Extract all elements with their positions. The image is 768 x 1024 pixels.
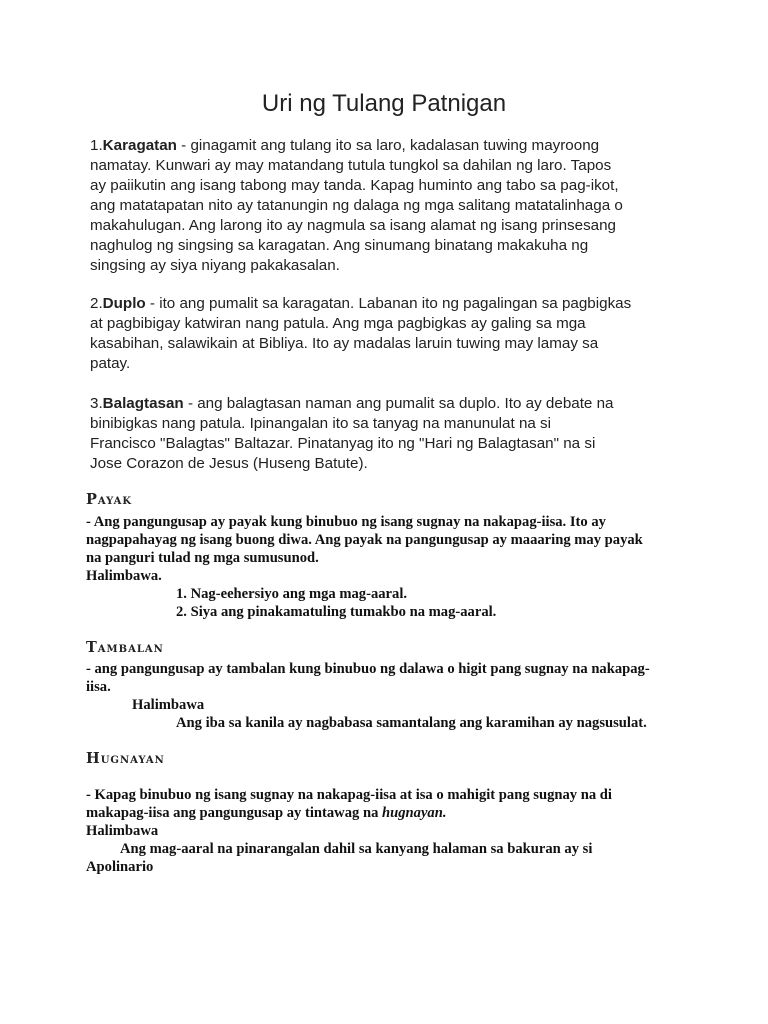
page-title: Uri ng Tulang Patnigan [261,90,507,117]
karagatan-paragraph [90,136,650,276]
payak-example-label: Halimbawa. [86,568,162,584]
karagatan-number: 1. [90,137,103,154]
duplo-line-2: kasabihan, salawikain at Bibliya. Ito ay madalas laruin tuwing may lamay sa [90,335,599,352]
payak-line-2: na panguri tulad ng mga sumusunod. [86,550,319,566]
balagtasan-line-0: 3.Balagtasan - ang balagtasan naman ang pumalit sa duplo. Ito ay debate na [90,395,614,412]
tambalan-body [86,660,686,732]
balagtasan-line-1: binibigkas nang patula. Ipinangalan ito sa tanyag na manunulat na si [90,415,552,432]
karagatan-line-5: naghulog ng singsing sa karagatan. Ang sinumang binatang makakuha ng [90,237,589,254]
hugnayan-line-1: makapag-iisa ang pangungusap ay tintawag na hugnayan. [86,805,447,821]
karagatan-line-3: ang matatapatan nito ay tatanungin ng dalaga ng mga salitang matatalinhaga o [90,197,623,214]
payak-line-1: nagpapahayag ng isang buong diwa. Ang payak na pangungusap ay maaaring may payak [86,532,643,548]
tambalan-example: Ang iba sa kanila ay nagbabasa samantalang ang karamihan ay nagsusulat. [176,715,647,731]
payak-line-0: - Ang pangungusap ay payak kung binubuo ng isang sugnay na nakapag-iisa. Ito ay [86,514,606,530]
karagatan-line-1: namatay. Kunwari ay may matandang tutula tungkol sa dahilan ng laro. Tapos [90,157,612,174]
duplo-line-1: at pagbibigay katwiran nang patula. Ang mga pagbigkas ay galing sa mga [90,315,586,332]
karagatan-line-2: ay paiikutin ang isang tabong may tanda. Kapag huminto ang tabo sa pag-ikot, [90,177,619,194]
tambalan-line-0: - ang pangungusap ay tambalan kung binubuo ng dalawa o higit pang sugnay na nakapag- [86,661,650,677]
karagatan-line-6: singsing ay siya niyang pakakasalan. [90,257,340,274]
tambalan-example-label: Halimbawa [132,697,205,713]
hugnayan-example-line-0: Ang mag-aaral na pinarangalan dahil sa kanyang halaman sa bakuran ay si [120,841,593,857]
hugnayan-line-0: - Kapag binubuo ng isang sugnay na nakapag-iisa at isa o mahigit pang sugnay na di [86,787,612,803]
karagatan-line-4: makahulugan. Ang larong ito ay nagmula sa isang alamat ng isang prinsesang [90,217,616,234]
hugnayan-body [86,786,686,876]
duplo-number: 2. [90,295,103,312]
payak-example-1: 1. Nag-eehersiyo ang mga mag-aaral. [176,586,408,602]
balagtasan-number: 3. [90,395,103,412]
hugnayan-example-label: Halimbawa [86,823,159,839]
duplo-term: Duplo [102,295,146,312]
payak-example-2: 2. Siya ang pinakamatuling tumakbo na mag-aaral. [176,604,497,620]
balagtasan-paragraph [90,394,650,474]
balagtasan-term: Balagtasan [102,395,184,412]
tambalan-heading: Tambalan [86,639,164,656]
balagtasan-line-2: Francisco "Balagtas" Baltazar. Pinatanyag ito ng "Hari ng Balagtasan" na si [90,435,596,452]
duplo-line-0: 2.Duplo - ito ang pumalit sa karagatan. Labanan ito ng pagalingan sa pagbigkas [90,295,632,312]
hugnayan-heading: Hugnayan [86,750,165,767]
duplo-paragraph [90,294,650,374]
hugnayan-example-line-1: Apolinario [86,859,154,875]
payak-body [86,513,686,621]
karagatan-term: Karagatan [102,137,177,154]
payak-heading: Payak [86,491,133,508]
hugnayan-term-italic: hugnayan. [382,805,447,821]
karagatan-line-0: 1.Karagatan - ginagamit ang tulang ito sa laro, kadalasan tuwing mayroong [90,137,600,154]
tambalan-line-1: iisa. [86,679,111,695]
duplo-line-3: patay. [90,355,131,372]
balagtasan-line-3: Jose Corazon de Jesus (Huseng Batute). [90,455,368,472]
